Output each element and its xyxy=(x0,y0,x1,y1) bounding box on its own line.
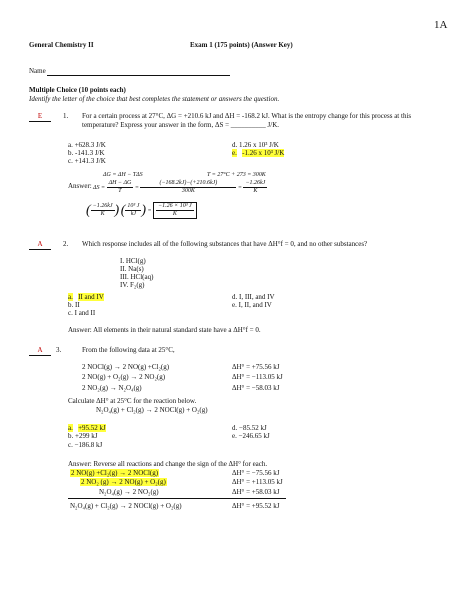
q1-text-2: temperature? Express your answer in the form, ΔS = __________ J/K. xyxy=(82,121,280,129)
name-field-line[interactable] xyxy=(47,75,230,76)
q1-eq-entropy: ΔS = $\frac{\Delta H - \Delta G}{T}$ = $\frac{(-168.2kJ)-(+210.6kJ)}{300K}$ = $\frac{-1.26kJ}{K}$ xyxy=(93,180,266,194)
q1-answer-letter: E xyxy=(37,112,43,120)
q1-option-c: c. +141.3 J/K xyxy=(68,157,106,165)
q2-answer-blank xyxy=(29,240,51,250)
q3-answer-text: Answer: Reverse all reactions and change the sign of the ΔH° for each. xyxy=(68,460,268,468)
page-number: 1A xyxy=(434,19,448,31)
q1-option-d: d. 1.26 x 10³ J/K xyxy=(232,141,279,149)
q3-data-rxn-3: 2 NO₂(g) → N₂O₄(g) xyxy=(82,384,142,392)
q2-answer-text: Answer: All elements in their natural standard state have a ΔH°f = 0. xyxy=(68,326,261,334)
q3-solution-rxn-1: 2 NO(g) +Cl₂(g) → 2 NOCl(g) xyxy=(71,469,159,477)
q3-text: From the following data at 25°C, xyxy=(82,346,175,354)
q3-number: 3. xyxy=(56,346,62,354)
q1-option-a: a. +628.3 J/K xyxy=(68,141,106,149)
q2-answer-letter: A xyxy=(37,240,43,248)
q3-option-c: c. −186.8 kJ xyxy=(68,441,103,449)
q3-data-rxn-2: 2 NO(g) + O₂(g) → 2 NO₂(g) xyxy=(82,373,166,381)
q3-solution-dh-1: ΔH° = −75.56 kJ xyxy=(232,469,280,477)
q2-highlighted-answer: II and IV xyxy=(78,293,104,301)
q3-data-rxn-1: 2 NOCl(g) → 2 NO(g) +Cl₂(g) xyxy=(82,363,170,371)
q2-option-b: b. II xyxy=(68,301,80,309)
q1-text-1: For a certain process at 27°C, ΔG = +210.6 kJ and ΔH = -168.2 kJ. What is the entropy change for this process at this xyxy=(82,112,412,120)
q2-item-3: III. HCl(aq) xyxy=(120,273,154,281)
instructions: Identify the letter of the choice that best completes the statement or answers the question. xyxy=(29,95,280,103)
section-title: Multiple Choice (10 points each) xyxy=(29,86,126,94)
q3-highlighted-answer: +95.52 kJ xyxy=(78,424,106,432)
q3-data-dh-2: ΔH° = −113.05 kJ xyxy=(232,373,283,381)
q2-option-d: d. I, III, and IV xyxy=(232,293,275,301)
q3-option-a: a. +95.52 kJ xyxy=(68,424,106,432)
q3-data-dh-3: ΔH° = −58.03 kJ xyxy=(232,384,280,392)
q3-solution-rxn-2: 2 NO₂ (g) → 2 NO(g) + O₂(g) xyxy=(81,478,166,486)
q1-option-b: b. -141.3 J/K xyxy=(68,149,105,157)
q3-solution-dh-3: ΔH° = +58.03 kJ xyxy=(232,488,280,496)
q1-number: 1. xyxy=(63,112,69,120)
q1-highlighted-answer: -1.26 x 10³ J/K xyxy=(242,149,285,157)
q1-option-e: e. -1.26 x 10³ J/K xyxy=(232,149,285,157)
q3-data-dh-1: ΔH° = +75.56 kJ xyxy=(232,363,280,371)
q1-eq-gibbs: ΔG = ΔH − TΔS xyxy=(103,172,143,178)
q1-answer-label: Answer: xyxy=(68,182,92,190)
name-label: Name xyxy=(29,67,46,75)
q3-answer-letter: A xyxy=(37,346,43,354)
q3-solution-rxn-3: N₂O₄(g) → 2 NO₂(g) xyxy=(99,488,159,496)
q2-item-4: IV. F₂(g) xyxy=(120,281,145,289)
q2-option-a: a. II and IV xyxy=(68,293,104,301)
q3-answer-blank xyxy=(29,346,51,356)
q1-eq-temperature: T = 27°C + 273 = 300K xyxy=(207,172,266,178)
q1-answer-blank xyxy=(29,112,51,122)
q3-option-b: b. +299 kJ xyxy=(68,432,98,440)
exam-title: Exam 1 (175 points) (Answer Key) xyxy=(190,41,293,49)
q3-sum-rule xyxy=(68,498,286,499)
q3-solution-dh-2: ΔH° = +113.05 kJ xyxy=(232,478,283,486)
q3-solution-net-rxn: N₂O₄(g) + Cl₂(g) → 2 NOCl(g) + O₂(g) xyxy=(70,502,182,510)
q2-option-e: e. I, II, and IV xyxy=(232,301,272,309)
q2-item-2: II. Na(s) xyxy=(120,265,144,273)
q3-option-e: e. −246.65 kJ xyxy=(232,432,270,440)
q3-calc-text: Calculate ΔH° at 25°C for the reaction below. xyxy=(68,397,197,405)
q2-option-c: c. I and II xyxy=(68,309,96,317)
q2-item-1: I. HCl(g) xyxy=(120,257,146,265)
q3-option-d: d. −85.52 kJ xyxy=(232,424,267,432)
q1-eq-conversion: ( $\frac{-1.26kJ}{K}$ ) ( $\frac{\text{10³ J}}{kJ}$ ) = $\frac{\text{−1.26 × 10³ J}}{K}$ xyxy=(86,202,197,219)
q3-solution-net-dh: ΔH° = +95.52 kJ xyxy=(232,502,280,510)
q3-target-reaction: N₂O₄(g) + Cl₂(g) → 2 NOCl(g) + O₂(g) xyxy=(96,406,208,414)
q2-number: 2. xyxy=(63,240,69,248)
q2-text: Which response includes all of the following substances that have ΔH°f = 0, and no other substances? xyxy=(82,240,368,248)
course-title: General Chemistry II xyxy=(29,41,94,49)
